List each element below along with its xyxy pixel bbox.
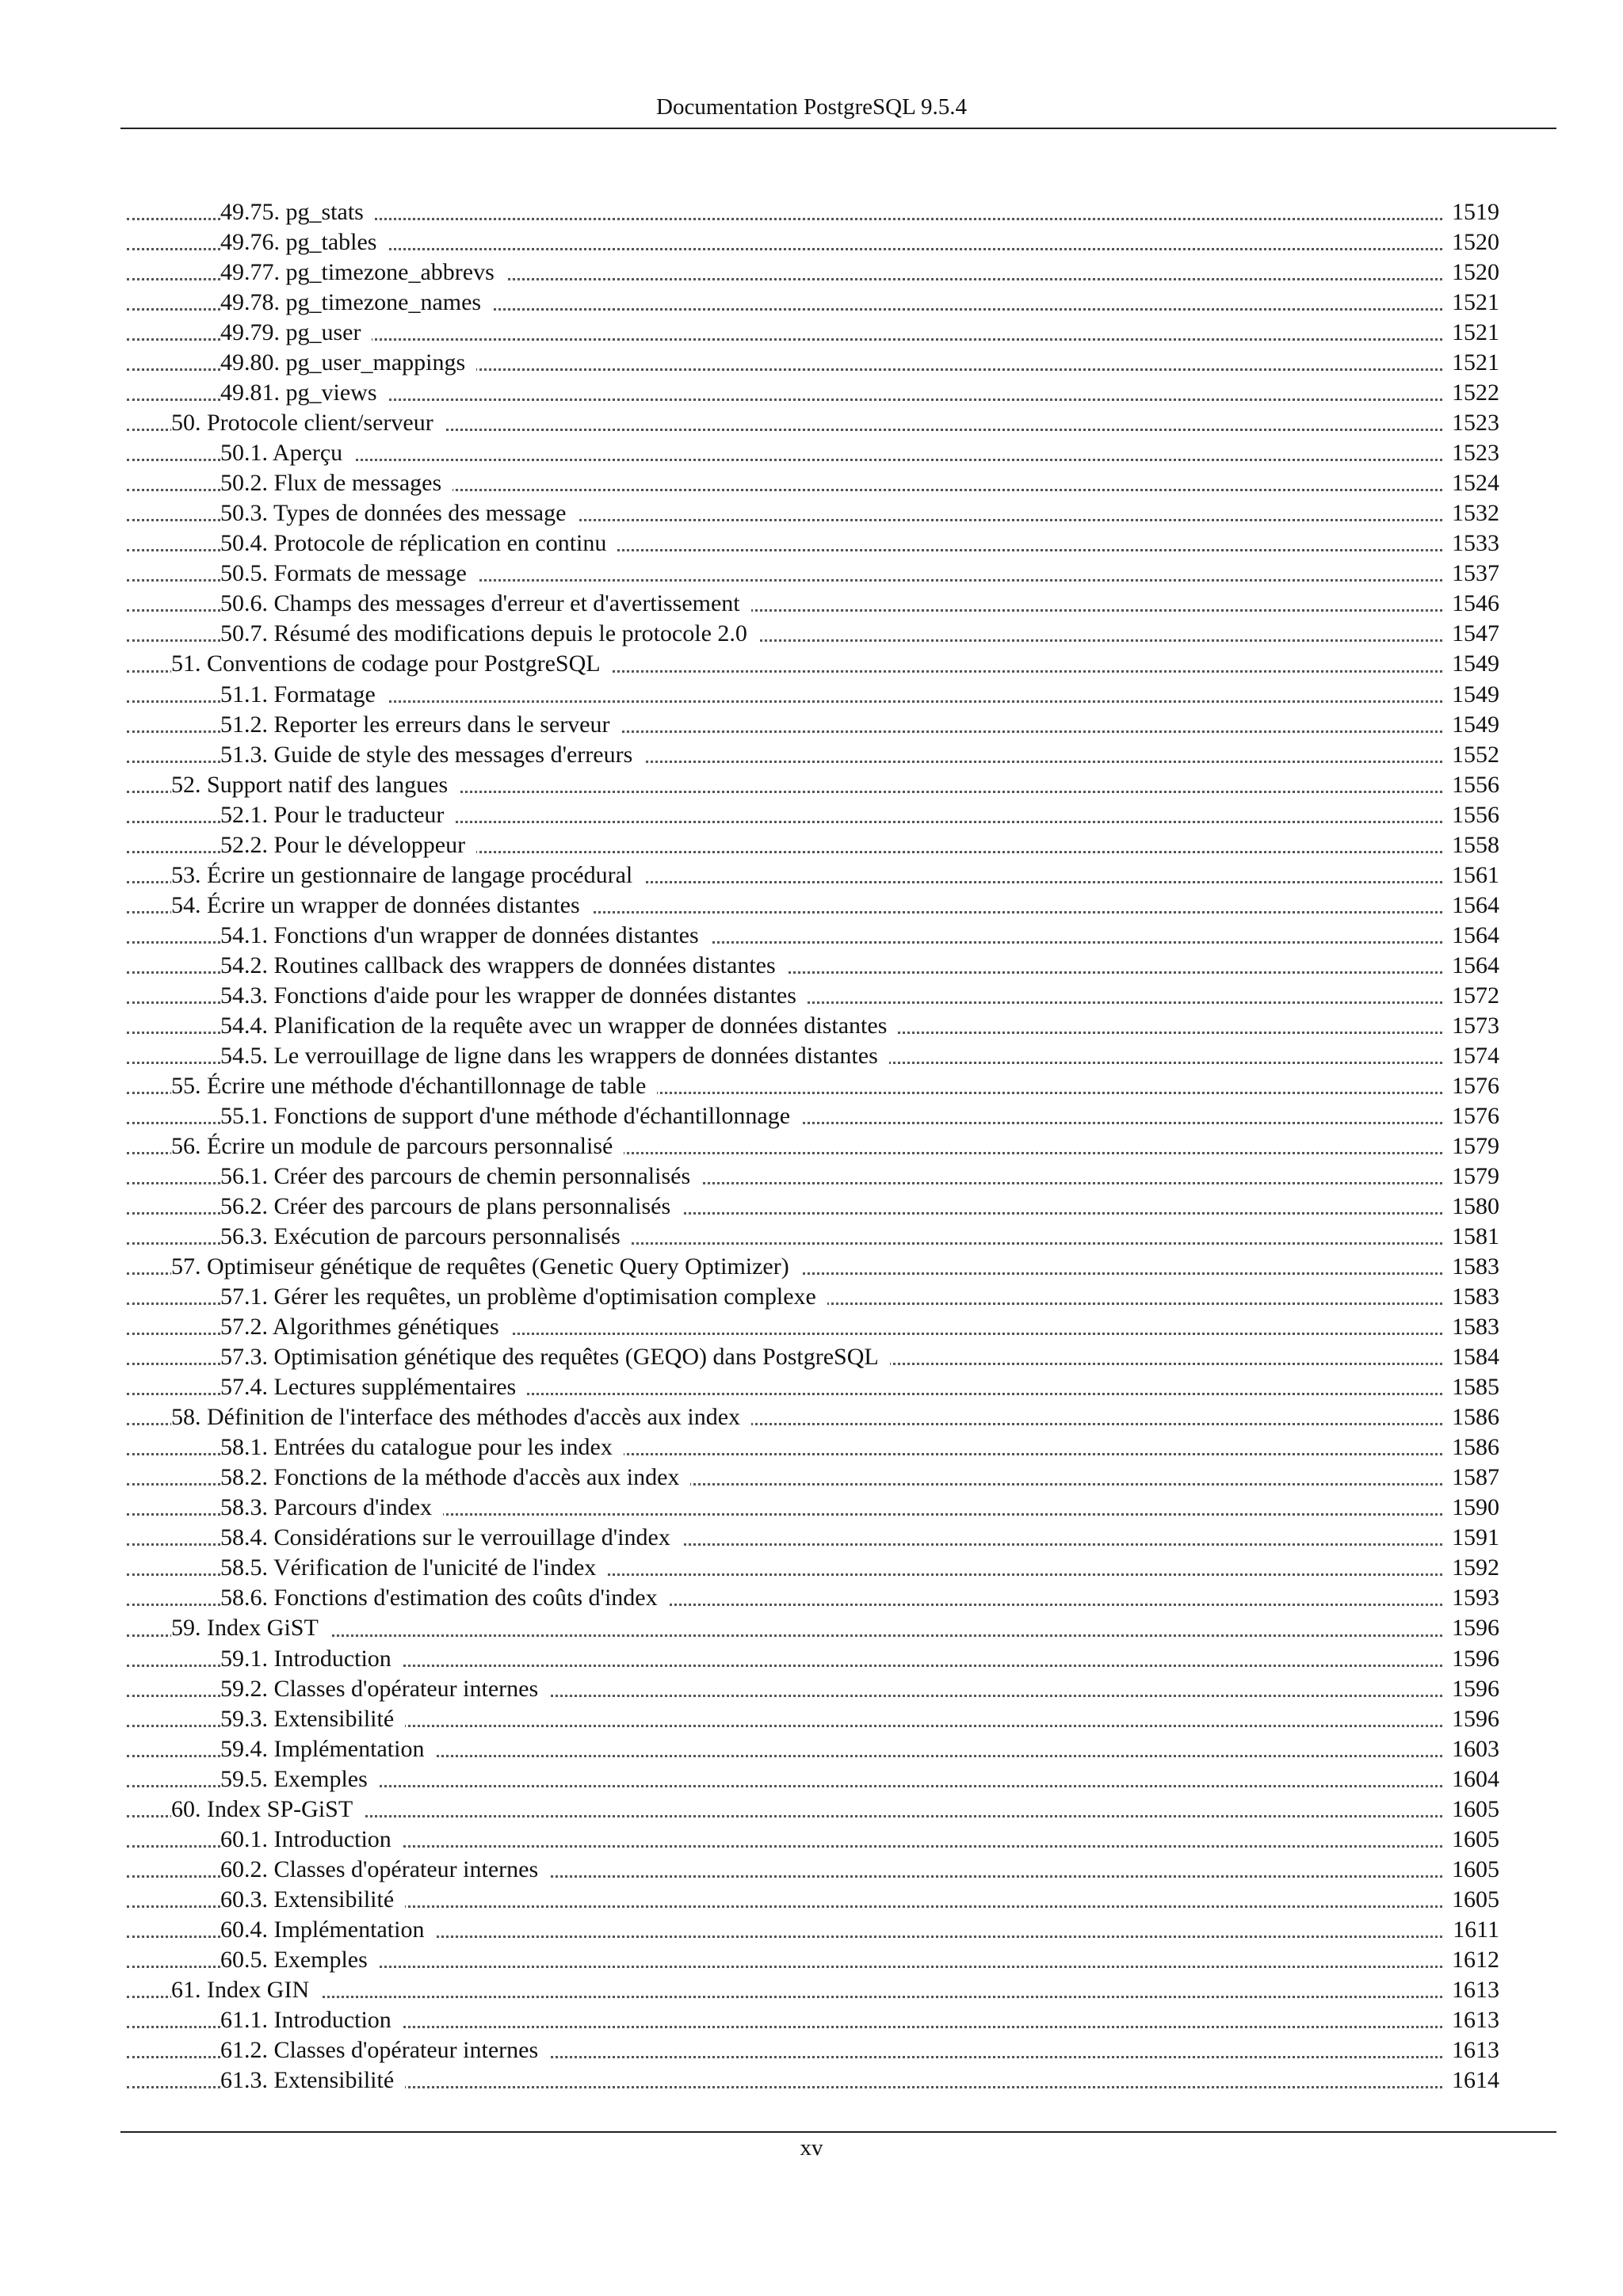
table-of-contents: [0, 197, 1623, 2096]
toc-entry-page: 1614: [1444, 2065, 1499, 2096]
toc-entry-page: 1583: [1444, 1282, 1499, 1312]
toc-entry-label: 59.1. Introduction: [220, 1644, 403, 1674]
toc-entry-page: 1596: [1444, 1704, 1499, 1734]
toc-entry-label: 49.81. pg_views: [220, 378, 388, 408]
toc-entry-page: 1586: [1444, 1402, 1499, 1432]
toc-entry-page: 1583: [1444, 1312, 1499, 1342]
toc-entry[interactable]: [0, 1222, 1623, 1252]
toc-entry-label: 57.3. Optimisation génétique des requêtes (GEQO) dans PostgreSQL: [220, 1342, 890, 1372]
toc-entry[interactable]: [0, 288, 1623, 318]
toc-entry-label: 58.2. Fonctions de la méthode d'accès aux index: [220, 1463, 690, 1493]
toc-entry-label: 56. Écrire un module de parcours personnalisé: [171, 1131, 624, 1161]
toc-entry-page: 1549: [1444, 649, 1499, 679]
toc-entry-page: 1605: [1444, 1885, 1499, 1915]
toc-entry-page: 1583: [1444, 1252, 1499, 1282]
toc-entry-page: 1584: [1444, 1342, 1499, 1372]
toc-entry-label: 50.3. Types de données des message: [220, 498, 577, 528]
header-rule: [120, 128, 1556, 129]
toc-entry[interactable]: [0, 1312, 1623, 1342]
toc-entry-label: 54.5. Le verrouillage de ligne dans les wrappers de données distantes: [220, 1041, 889, 1071]
toc-entry-page: 1521: [1444, 318, 1499, 348]
toc-entry-label: 60.1. Introduction: [220, 1825, 403, 1855]
toc-entry-page: 1593: [1444, 1583, 1499, 1613]
toc-entry-label: 58. Définition de l'interface des méthodes d'accès aux index: [171, 1402, 751, 1432]
toc-entry[interactable]: [0, 680, 1623, 710]
toc-entry[interactable]: [0, 1734, 1623, 1764]
toc-entry-label: 51. Conventions de codage pour PostgreSQL: [171, 649, 612, 679]
toc-entry-page: 1546: [1444, 589, 1499, 619]
toc-entry-page: 1605: [1444, 1825, 1499, 1855]
toc-entry[interactable]: [0, 710, 1623, 740]
toc-entry-page: 1532: [1444, 498, 1499, 528]
toc-entry-label: 61.2. Classes d'opérateur internes: [220, 2035, 549, 2065]
toc-entry-label: 59.2. Classes d'opérateur internes: [220, 1674, 549, 1704]
toc-entry-page: 1604: [1444, 1764, 1499, 1794]
toc-entry[interactable]: [0, 2035, 1623, 2065]
toc-entry[interactable]: [0, 1915, 1623, 1945]
toc-entry-page: 1592: [1444, 1553, 1499, 1583]
toc-entry[interactable]: [0, 1674, 1623, 1704]
toc-entry-page: 1522: [1444, 378, 1499, 408]
toc-entry-page: 1524: [1444, 468, 1499, 498]
toc-entry-label: 59. Index GiST: [171, 1613, 330, 1643]
toc-entry-label: 58.5. Vérification de l'unicité de l'index: [220, 1553, 607, 1583]
toc-entry-page: 1586: [1444, 1432, 1499, 1463]
toc-entry-label: 56.1. Créer des parcours de chemin personnalisés: [220, 1161, 701, 1192]
toc-entry-label: 60.5. Exemples: [220, 1945, 379, 1975]
toc-entry-page: 1519: [1444, 197, 1499, 227]
toc-entry-page: 1613: [1444, 2005, 1499, 2035]
toc-entry-page: 1520: [1444, 227, 1499, 257]
toc-entry-label: 51.2. Reporter les erreurs dans le serveur: [220, 710, 621, 740]
toc-entry[interactable]: [0, 498, 1623, 528]
toc-entry-page: 1564: [1444, 951, 1499, 981]
dot-leader: [127, 1996, 1471, 1998]
toc-entry[interactable]: [0, 1071, 1623, 1101]
toc-entry-page: 1611: [1445, 1915, 1499, 1945]
toc-entry-page: 1564: [1444, 921, 1499, 951]
toc-entry[interactable]: [0, 468, 1623, 498]
footer-page-number: xv: [800, 2135, 823, 2161]
toc-entry-page: 1585: [1444, 1372, 1499, 1402]
toc-entry-label: 50.7. Résumé des modifications depuis le protocole 2.0: [220, 619, 758, 649]
toc-entry-label: 58.1. Entrées du catalogue pour les index: [220, 1432, 624, 1463]
toc-entry-label: 52. Support natif des langues: [171, 770, 459, 800]
toc-entry[interactable]: [0, 1342, 1623, 1372]
toc-entry[interactable]: [0, 1252, 1623, 1282]
toc-entry[interactable]: [0, 1523, 1623, 1553]
toc-entry-label: 56.3. Exécution de parcours personnalisés: [220, 1222, 632, 1252]
toc-entry[interactable]: [0, 981, 1623, 1011]
toc-entry-page: 1596: [1444, 1613, 1499, 1643]
toc-entry[interactable]: [0, 891, 1623, 921]
toc-entry-label: 52.2. Pour le développeur: [220, 830, 476, 860]
toc-entry-label: 49.77. pg_timezone_abbrevs: [220, 257, 506, 288]
toc-entry-label: 57.1. Gérer les requêtes, un problème d'optimisation complexe: [220, 1282, 827, 1312]
toc-entry-label: 49.80. pg_user_mappings: [220, 348, 476, 378]
toc-entry-label: 50.2. Flux de messages: [220, 468, 453, 498]
toc-entry-page: 1572: [1444, 981, 1499, 1011]
toc-entry[interactable]: [0, 1493, 1623, 1523]
toc-entry-page: 1537: [1444, 559, 1499, 589]
toc-entry-page: 1564: [1444, 891, 1499, 921]
toc-entry[interactable]: [0, 1131, 1623, 1161]
toc-entry-page: 1549: [1444, 710, 1499, 740]
toc-entry[interactable]: [0, 257, 1623, 288]
toc-entry-page: 1579: [1444, 1161, 1499, 1192]
toc-entry[interactable]: [0, 378, 1623, 408]
toc-entry[interactable]: [0, 1825, 1623, 1855]
toc-entry-page: 1605: [1444, 1794, 1499, 1825]
toc-entry-label: 51.3. Guide de style des messages d'erreurs: [220, 740, 643, 770]
toc-entry-label: 61. Index GIN: [171, 1975, 320, 2005]
toc-entry[interactable]: [0, 227, 1623, 257]
toc-entry-label: 50.6. Champs des messages d'erreur et d'avertissement: [220, 589, 751, 619]
toc-entry-label: 54. Écrire un wrapper de données distantes: [171, 891, 591, 921]
toc-entry-page: 1561: [1444, 860, 1499, 891]
toc-entry-page: 1581: [1444, 1222, 1499, 1252]
toc-entry-page: 1587: [1444, 1463, 1499, 1493]
toc-entry[interactable]: [0, 318, 1623, 348]
toc-entry-page: 1523: [1444, 438, 1499, 468]
toc-entry-label: 57.4. Lectures supplémentaires: [220, 1372, 527, 1402]
toc-entry-page: 1558: [1444, 830, 1499, 860]
toc-entry-label: 53. Écrire un gestionnaire de langage procédural: [171, 860, 643, 891]
toc-entry[interactable]: [0, 1764, 1623, 1794]
toc-entry-page: 1556: [1444, 800, 1499, 830]
toc-entry[interactable]: [0, 1644, 1623, 1674]
toc-entry[interactable]: [0, 1463, 1623, 1493]
toc-entry-label: 58.3. Parcours d'index: [220, 1493, 443, 1523]
toc-entry-page: 1552: [1444, 740, 1499, 770]
toc-entry-label: 61.3. Extensibilité: [220, 2065, 405, 2096]
toc-entry-label: 55.1. Fonctions de support d'une méthode d'échantillonnage: [220, 1101, 801, 1131]
toc-entry[interactable]: [0, 649, 1623, 679]
toc-entry[interactable]: [0, 1041, 1623, 1071]
toc-entry-label: 54.1. Fonctions d'un wrapper de données distantes: [220, 921, 710, 951]
toc-entry[interactable]: [0, 2005, 1623, 2035]
toc-entry-page: 1576: [1444, 1071, 1499, 1101]
toc-entry[interactable]: [0, 197, 1623, 227]
toc-entry[interactable]: [0, 1372, 1623, 1402]
toc-entry[interactable]: [0, 921, 1623, 951]
toc-entry-page: 1596: [1444, 1674, 1499, 1704]
toc-entry-label: 61.1. Introduction: [220, 2005, 403, 2035]
toc-entry-page: 1613: [1444, 2035, 1499, 2065]
toc-entry[interactable]: [0, 951, 1623, 981]
toc-entry[interactable]: [0, 348, 1623, 378]
toc-entry[interactable]: [0, 1101, 1623, 1131]
toc-entry[interactable]: [0, 1855, 1623, 1885]
toc-entry-label: 59.3. Extensibilité: [220, 1704, 405, 1734]
toc-entry[interactable]: [0, 770, 1623, 800]
toc-entry-label: 50.4. Protocole de réplication en continu: [220, 528, 617, 559]
toc-entry-label: 50. Protocole client/serveur: [171, 408, 445, 438]
toc-entry[interactable]: [0, 1945, 1623, 1975]
toc-entry[interactable]: [0, 1975, 1623, 2005]
toc-entry-label: 51.1. Formatage: [220, 680, 387, 710]
toc-entry-label: 59.5. Exemples: [220, 1764, 379, 1794]
toc-entry-label: 58.6. Fonctions d'estimation des coûts d'index: [220, 1583, 669, 1613]
toc-entry[interactable]: [0, 589, 1623, 619]
toc-entry-page: 1613: [1444, 1975, 1499, 2005]
toc-entry-label: 50.5. Formats de message: [220, 559, 478, 589]
toc-entry-label: 49.78. pg_timezone_names: [220, 288, 492, 318]
toc-entry-label: 60.4. Implémentation: [220, 1915, 435, 1945]
toc-entry[interactable]: [0, 1282, 1623, 1312]
toc-entry-page: 1596: [1444, 1644, 1499, 1674]
toc-entry-label: 56.2. Créer des parcours de plans personnalisés: [220, 1192, 682, 1222]
toc-entry-page: 1612: [1444, 1945, 1499, 1975]
toc-entry-page: 1549: [1444, 680, 1499, 710]
toc-entry-label: 60.3. Extensibilité: [220, 1885, 405, 1915]
toc-entry-label: 54.2. Routines callback des wrappers de données distantes: [220, 951, 787, 981]
toc-entry-page: 1591: [1444, 1523, 1499, 1553]
toc-entry-page: 1547: [1444, 619, 1499, 649]
toc-entry-label: 60. Index SP-GiST: [171, 1794, 364, 1825]
toc-entry-label: 54.3. Fonctions d'aide pour les wrapper de données distantes: [220, 981, 808, 1011]
toc-entry-page: 1521: [1444, 348, 1499, 378]
toc-entry[interactable]: [0, 800, 1623, 830]
toc-entry[interactable]: [0, 1402, 1623, 1432]
toc-entry[interactable]: [0, 1704, 1623, 1734]
toc-entry-label: 58.4. Considérations sur le verrouillage d'index: [220, 1523, 682, 1553]
toc-entry[interactable]: [0, 1192, 1623, 1222]
toc-entry[interactable]: [0, 1553, 1623, 1583]
toc-entry-page: 1603: [1444, 1734, 1499, 1764]
toc-entry-page: 1521: [1444, 288, 1499, 318]
toc-entry-label: 57.2. Algorithmes génétiques: [220, 1312, 510, 1342]
toc-entry-label: 59.4. Implémentation: [220, 1734, 435, 1764]
toc-entry-page: 1580: [1444, 1192, 1499, 1222]
toc-entry[interactable]: [0, 528, 1623, 559]
toc-entry-label: 49.75. pg_stats: [220, 197, 375, 227]
toc-entry-page: 1579: [1444, 1131, 1499, 1161]
toc-entry[interactable]: [0, 619, 1623, 649]
toc-entry[interactable]: [0, 2065, 1623, 2096]
toc-entry-page: 1533: [1444, 528, 1499, 559]
toc-entry-page: 1520: [1444, 257, 1499, 288]
toc-entry-page: 1523: [1444, 408, 1499, 438]
toc-entry[interactable]: [0, 438, 1623, 468]
toc-entry-page: 1576: [1444, 1101, 1499, 1131]
toc-entry[interactable]: [0, 1011, 1623, 1041]
toc-entry[interactable]: [0, 408, 1623, 438]
toc-entry-page: 1556: [1444, 770, 1499, 800]
toc-entry-label: 49.79. pg_user: [220, 318, 372, 348]
toc-entry[interactable]: [0, 1613, 1623, 1643]
toc-entry[interactable]: [0, 1583, 1623, 1613]
toc-entry[interactable]: [0, 1432, 1623, 1463]
toc-entry-label: 49.76. pg_tables: [220, 227, 388, 257]
toc-entry[interactable]: [0, 559, 1623, 589]
toc-entry-label: 50.1. Aperçu: [220, 438, 353, 468]
toc-entry-page: 1605: [1444, 1855, 1499, 1885]
toc-entry[interactable]: [0, 740, 1623, 770]
toc-entry[interactable]: [0, 1885, 1623, 1915]
footer-rule: [120, 2131, 1556, 2133]
toc-entry[interactable]: [0, 1794, 1623, 1825]
toc-entry-label: 55. Écrire une méthode d'échantillonnage de table: [171, 1071, 657, 1101]
toc-entry[interactable]: [0, 830, 1623, 860]
toc-entry-label: 60.2. Classes d'opérateur internes: [220, 1855, 549, 1885]
toc-entry-page: 1573: [1444, 1011, 1499, 1041]
toc-entry-page: 1574: [1444, 1041, 1499, 1071]
page-header-title: Documentation PostgreSQL 9.5.4: [656, 94, 967, 120]
toc-entry[interactable]: [0, 860, 1623, 891]
toc-entry[interactable]: [0, 1161, 1623, 1192]
toc-entry-label: 57. Optimiseur génétique de requêtes (Genetic Query Optimizer): [171, 1252, 800, 1282]
toc-entry-label: 54.4. Planification de la requête avec un wrapper de données distantes: [220, 1011, 898, 1041]
toc-entry-label: 52.1. Pour le traducteur: [220, 800, 455, 830]
toc-entry-page: 1590: [1444, 1493, 1499, 1523]
